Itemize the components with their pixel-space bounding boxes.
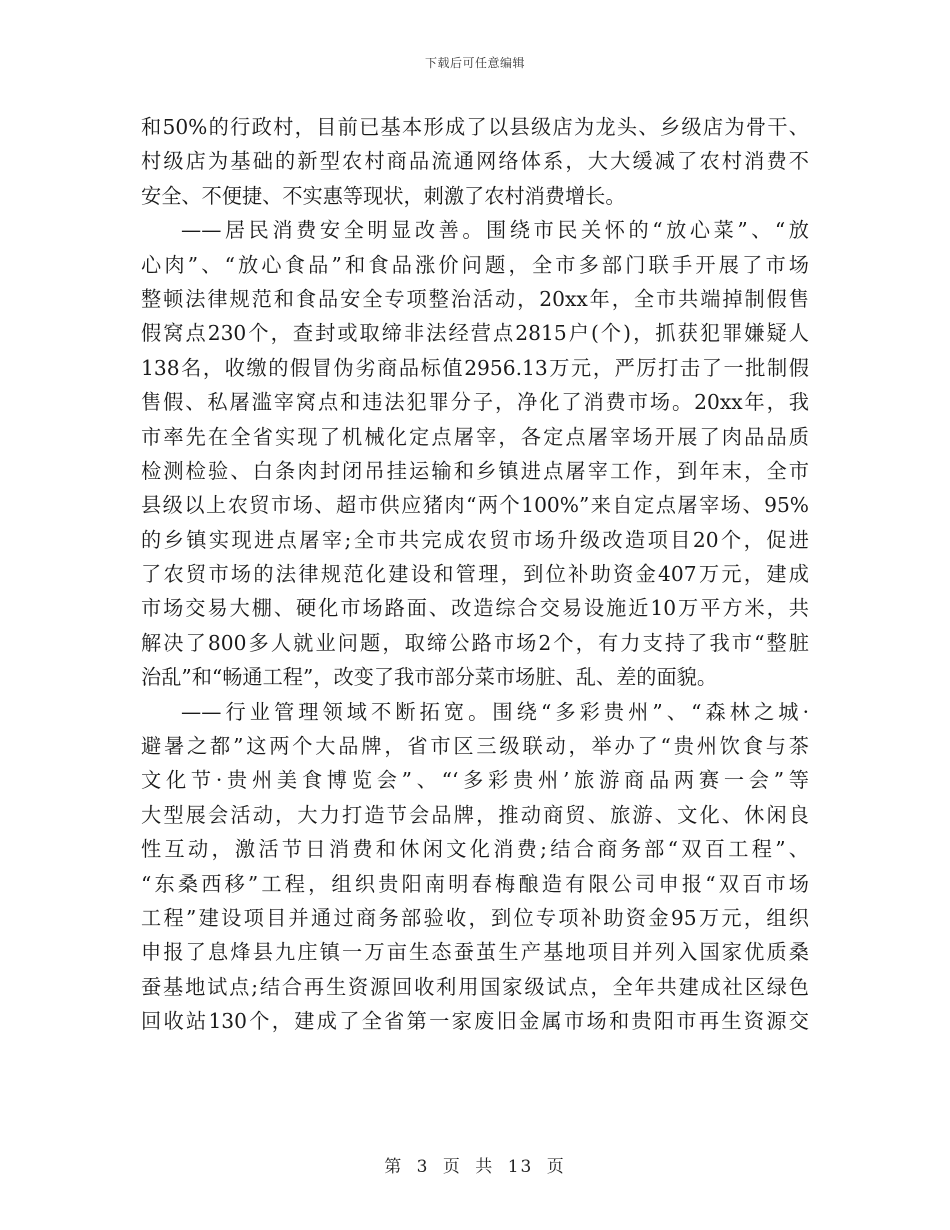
text-line: 回收站130个，建成了全省第一家废旧金属市场和贵阳市再生资源交 xyxy=(141,1009,809,1034)
text-line: 蚕基地试点;结合再生资源回收利用国家级试点，全年共建成社区绿色 xyxy=(141,974,809,999)
text-line: 检测检验、白条肉封闭吊挂运输和乡镇进点屠宰工作，到年末，全市 xyxy=(141,458,809,483)
text-line: 安全、不便捷、不实惠等现状，刺激了农村消费增长。 xyxy=(141,183,626,208)
text-line: 村级店为基础的新型农村商品流通网络体系，大大缓减了农村消费不 xyxy=(141,149,809,174)
text-line: 138名，收缴的假冒伪劣商品标值2956.13万元，严厉打击了一批制假 xyxy=(141,355,809,380)
text-line: 心肉”、“放心食品”和食品涨价问题，全市多部门联手开展了市场 xyxy=(141,252,809,277)
text-line: 市率先在全省实现了机械化定点屠宰，各定点屠宰场开展了肉品品质 xyxy=(141,424,809,449)
page-footer: 第 3 页 共 13 页 xyxy=(384,1157,566,1177)
text-line: ——行业管理领域不断拓宽。围绕“多彩贵州”、“森林之城· xyxy=(181,699,809,724)
text-line: 文化节·贵州美食博览会”、“‘多彩贵州’旅游商品两赛一会”等 xyxy=(141,768,809,793)
text-line: 假窝点230个，查封或取缔非法经营点2815户(个)，抓获犯罪嫌疑人 xyxy=(141,321,809,346)
text-line: 避暑之都”这两个大品牌，省市区三级联动，举办了“贵州饮食与茶 xyxy=(141,734,809,759)
text-line: 县级以上农贸市场、超市供应猪肉“两个100%”来自定点屠宰场、95% xyxy=(141,493,809,518)
text-line: 工程”建设项目并通过商务部验收，到位专项补助资金95万元，组织 xyxy=(141,905,809,930)
text-line: 治乱”和“畅通工程”，改变了我市部分菜市场脏、乱、差的面貌。 xyxy=(141,665,718,690)
text-line: 售假、私屠滥宰窝点和违法犯罪分子，净化了消费市场。20xx年，我 xyxy=(141,390,809,415)
document-body xyxy=(141,110,809,1039)
text-line: 性互动，激活节日消费和休闲文化消费;结合商务部“双百工程”、 xyxy=(141,837,809,862)
text-line: ——居民消费安全明显改善。围绕市民关怀的“放心菜”、“放 xyxy=(181,218,809,243)
text-line: 和50%的行政村，目前已基本形成了以县级店为龙头、乡级店为骨干、 xyxy=(141,115,809,139)
text-line: 解决了800多人就业问题，取缔公路市场2个，有力支持了我市“整脏 xyxy=(141,630,809,655)
text-line: 的乡镇实现进点屠宰;全市共完成农贸市场升级改造项目20个，促进 xyxy=(141,527,809,552)
text-line: “东桑西移”工程，组织贵阳南明春梅酿造有限公司申报“双百市场 xyxy=(141,871,809,896)
text-line: 了农贸市场的法律规范化建设和管理，到位补助资金407万元，建成 xyxy=(141,562,809,587)
text-line: 整顿法律规范和食品安全专项整治活动，20xx年，全市共端掉制假售 xyxy=(141,286,809,311)
text-line: 市场交易大棚、硬化市场路面、改造综合交易设施近10万平方米，共 xyxy=(141,596,809,621)
text-line: 大型展会活动，大力打造节会品牌，推动商贸、旅游、文化、休闲良 xyxy=(141,802,809,827)
text-line: 申报了息烽县九庄镇一万亩生态蚕茧生产基地项目并列入国家优质桑 xyxy=(141,940,809,965)
page-header: 下载后可任意编辑 xyxy=(424,56,525,70)
